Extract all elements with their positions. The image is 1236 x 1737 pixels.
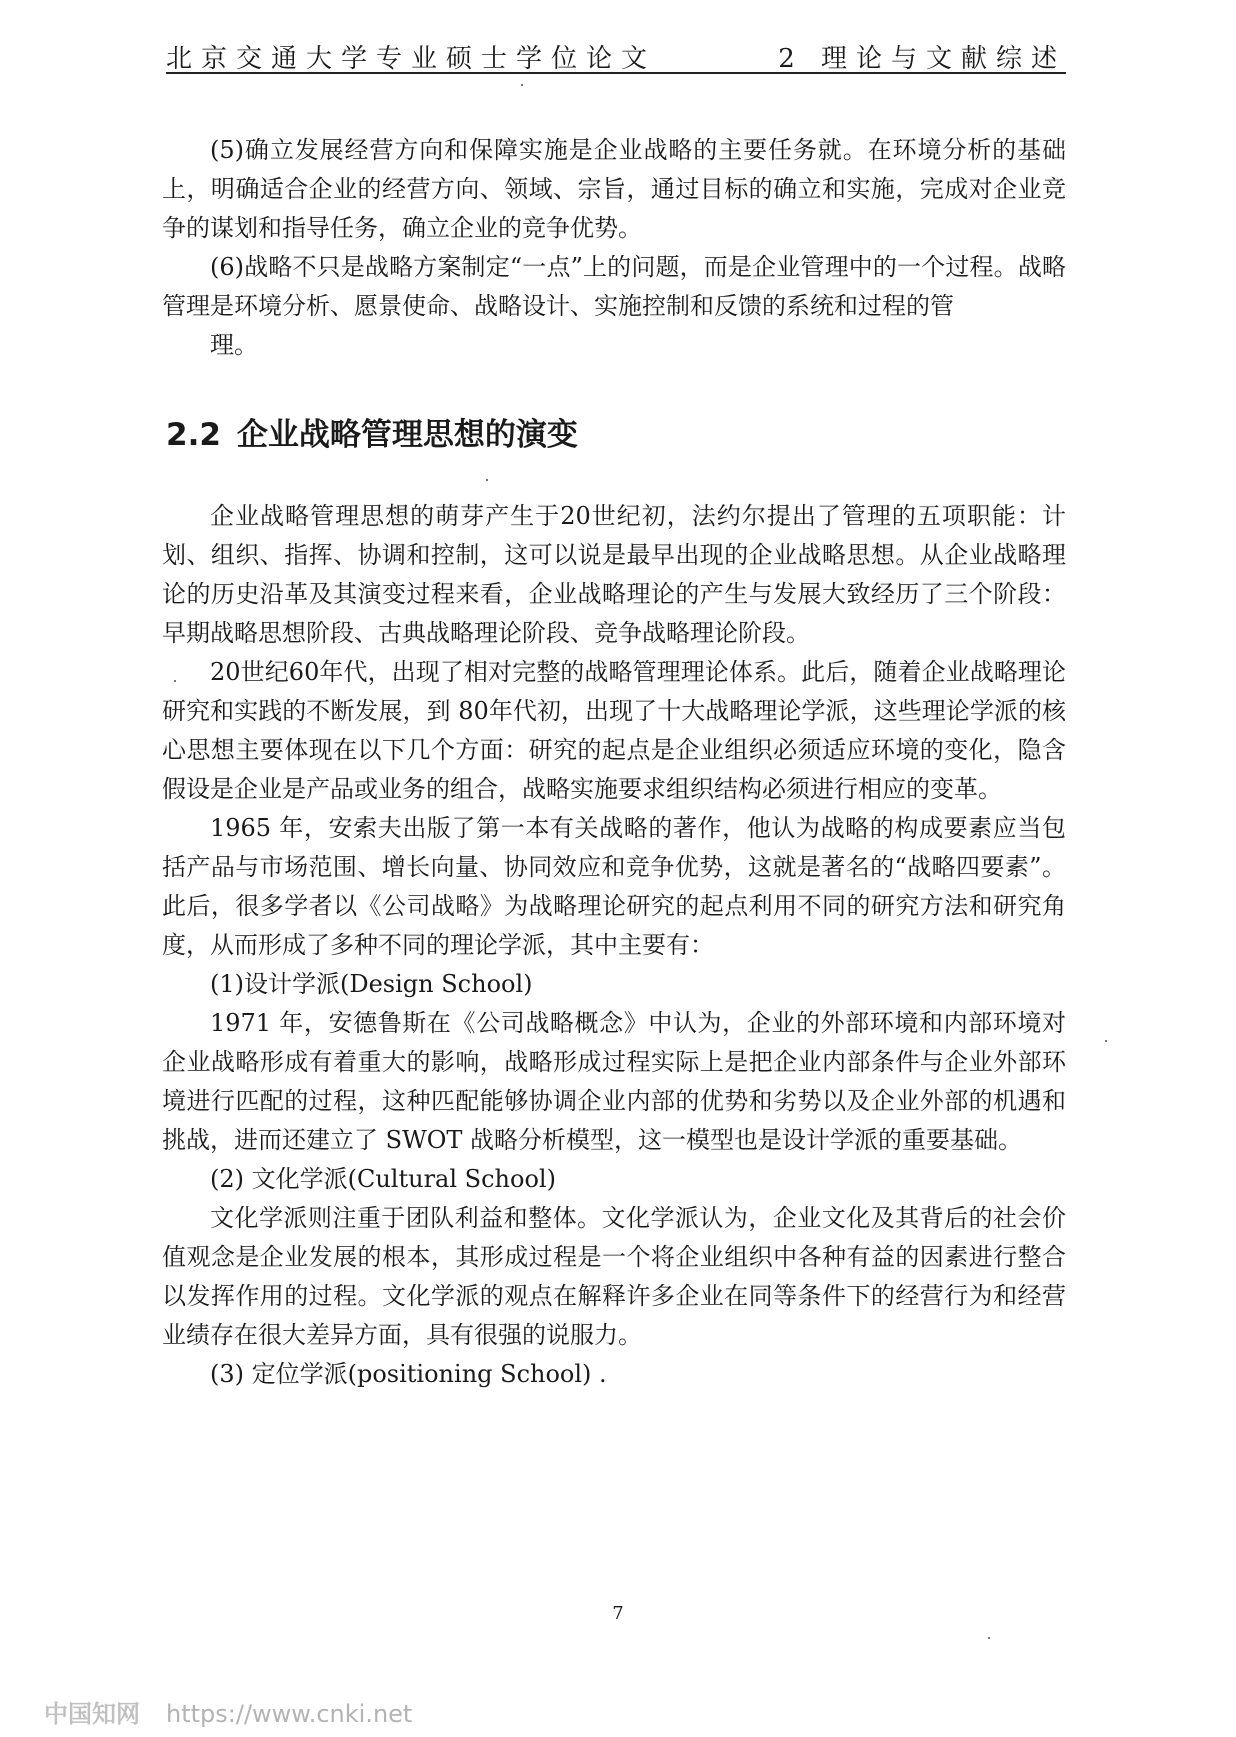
scan-speck: [988, 1637, 990, 1639]
paragraph-origins: 企业战略管理思想的萌芽产生于20世纪初，法约尔提出了管理的五项职能：计划、组织、指挥、协调和控制，这可以说是最早出现的企业战略思想。从企业战略理论的历史沿革及其演变过程来看，企业战略理论的产生与发展大致经历了三个阶段：早期战略思想阶段、古典战略理论阶段、竞争战略理论阶段。: [162, 502, 1066, 647]
item-cultural-school: (2) 文化学派(Cultural School): [210, 1165, 556, 1193]
scan-speck: [174, 680, 176, 682]
section-heading: [166, 409, 578, 454]
section-number: 2.2: [166, 417, 221, 453]
paragraph-item-6-continuation: 理。: [210, 331, 258, 359]
scan-speck: [1105, 1040, 1107, 1042]
watermark-url: https://www.cnki.net: [166, 1700, 413, 1728]
running-header: [166, 32, 1066, 74]
header-chapter-title: 2 理论与文献综述: [778, 44, 1066, 74]
main-text-block: [162, 497, 1066, 1394]
scan-speck: [521, 84, 523, 86]
paragraph-andrews: 1971 年，安德鲁斯在《公司战略概念》中认为，企业的外部环境和内部环境对企业战略形成有着重大的影响，战略形成过程实际上是把企业内部条件与企业外部环境进行匹配的过程，这种匹配能够协调企业内部的优势和劣势以及企业外部的机遇和挑战，进而还建立了 SWOT 战略分析模型，这一模型也是设计学派的重要基础。: [162, 1009, 1066, 1154]
item-positioning-school: (3) 定位学派(positioning School) .: [210, 1360, 607, 1388]
paragraph-ansoff: 1965 年，安索夫出版了第一本有关战略的著作，他认为战略的构成要素应当包括产品与市场范围、增长向量、协同效应和竞争优势，这就是著名的“战略四要素”。此后，很多学者以《公司战略》为战略理论研究的起点利用不同的研究方法和研究角度，从而形成了多种不同的理论学派，其中主要有：: [162, 814, 1066, 959]
paragraph-item-6: (6)战略不只是战略方案制定“一点”上的问题，而是企业管理中的一个过程。战略管理是环境分析、愿景使命、战略设计、实施控制和反馈的系统和过程的管: [162, 253, 1066, 320]
watermark: [44, 1694, 412, 1729]
section-title: 企业战略管理思想的演变: [236, 417, 578, 453]
paragraph-1960s: 20世纪60年代，出现了相对完整的战略管理理论体系。此后，随着企业战略理论研究和实践的不断发展，到 80年代初，出现了十大战略理论学派，这些理论学派的核心思想主要体现在以下几个方面：研究的起点是企业组织必须适应环境的变化，隐含假设是企业是产品或业务的组合，战略实施要求组织结构必须进行相应的变革。: [162, 658, 1066, 803]
page-number: 7: [612, 1603, 624, 1624]
top-text-block: [162, 131, 1066, 365]
watermark-brand: 中国知网: [44, 1700, 140, 1728]
scan-speck: [486, 479, 488, 481]
item-design-school: (1)设计学派(Design School): [210, 970, 533, 998]
header-thesis-title: 北京交通大学专业硕士学位论文: [166, 44, 657, 74]
paragraph-cultural-school: 文化学派则注重于团队利益和整体。文化学派认为，企业文化及其背后的社会价值观念是企业发展的根本，其形成过程是一个将企业组织中各种有益的因素进行整合以发挥作用的过程。文化学派的观点在解释许多企业在同等条件下的经营行为和经营业绩存在很大差异方面，具有很强的说服力。: [162, 1204, 1066, 1349]
paragraph-item-5: (5)确立发展经营方向和保障实施是企业战略的主要任务就。在环境分析的基础上，明确适合企业的经营方向、领域、宗旨，通过目标的确立和实施，完成对企业竞争的谋划和指导任务，确立企业的竞争优势。: [162, 136, 1066, 242]
